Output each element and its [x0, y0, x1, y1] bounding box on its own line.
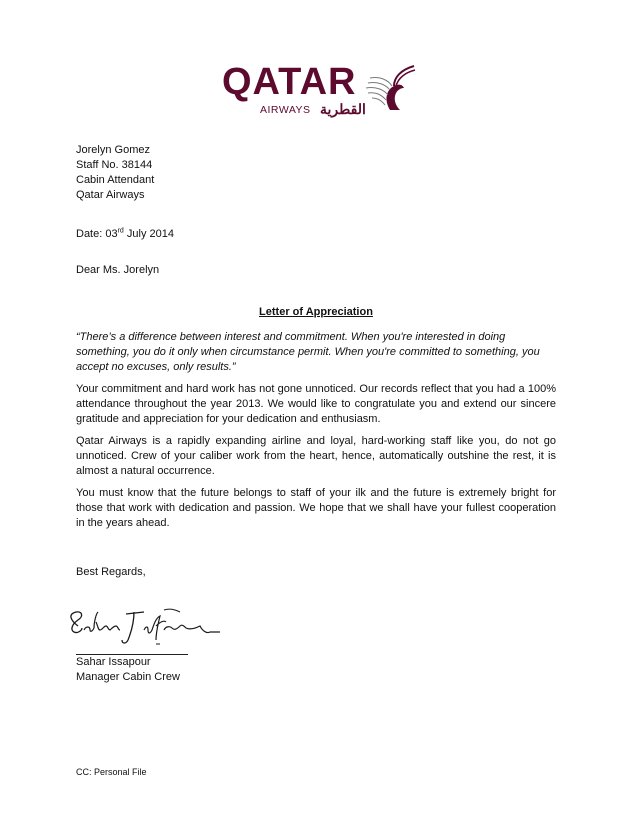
recipient-staff-no: Staff No. 38144	[76, 159, 153, 171]
date-rest: July 2014	[123, 228, 174, 240]
logo-wordmark: QATAR	[222, 61, 357, 103]
logo-arabic-text: القطرية	[320, 101, 366, 117]
closing: Best Regards,	[76, 566, 146, 578]
body-paragraph-3: You must know that the future belongs to staff of your ilk and the future is extremely bright for those that work with dedication and passion. We hope that we shall have your fullest cooperation in the years ahead.	[76, 487, 556, 529]
date-prefix: Date: 03	[76, 228, 118, 240]
signatory-block	[76, 655, 556, 685]
letter-date	[76, 227, 556, 242]
recipient-company: Qatar Airways	[76, 189, 145, 201]
letter-title: Letter of Appreciation	[259, 306, 373, 318]
handwritten-signature	[64, 604, 224, 652]
cc-note: CC: Personal File	[76, 767, 147, 777]
signatory-title: Manager Cabin Crew	[76, 671, 180, 683]
quote-paragraph: “There’s a difference between interest and commitment. When you're interested in doing something, you do it only when circumstance permit. When you're committed to something, you accept no excuses, only results.”	[76, 331, 540, 373]
body-paragraph-1: Your commitment and hard work has not gone unnoticed. Our records reflect that you had a 100% attendance throughout the year 2013. We would like to congratulate you and extend our sincere gratitude and appreciation for your dedication and enthusiasm.	[76, 383, 556, 425]
salutation: Dear Ms. Jorelyn	[76, 264, 160, 276]
recipient-block	[76, 143, 556, 203]
recipient-name: Jorelyn Gomez	[76, 144, 150, 156]
recipient-position: Cabin Attendant	[76, 174, 155, 186]
signatory-name: Sahar Issapour	[76, 656, 151, 668]
body-paragraph-2: Qatar Airways is a rapidly expanding airline and loyal, hard-working staff like you, do not go unnoticed. Crew of your caliber work from the heart, hence, automatically outshine the rest, it is almost a natural occurrence.	[76, 435, 556, 477]
oryx-icon	[360, 64, 416, 116]
logo-subtitle: AIRWAYS	[260, 104, 311, 116]
date-suffix: rd	[117, 227, 124, 235]
qatar-airways-logo	[222, 60, 418, 122]
